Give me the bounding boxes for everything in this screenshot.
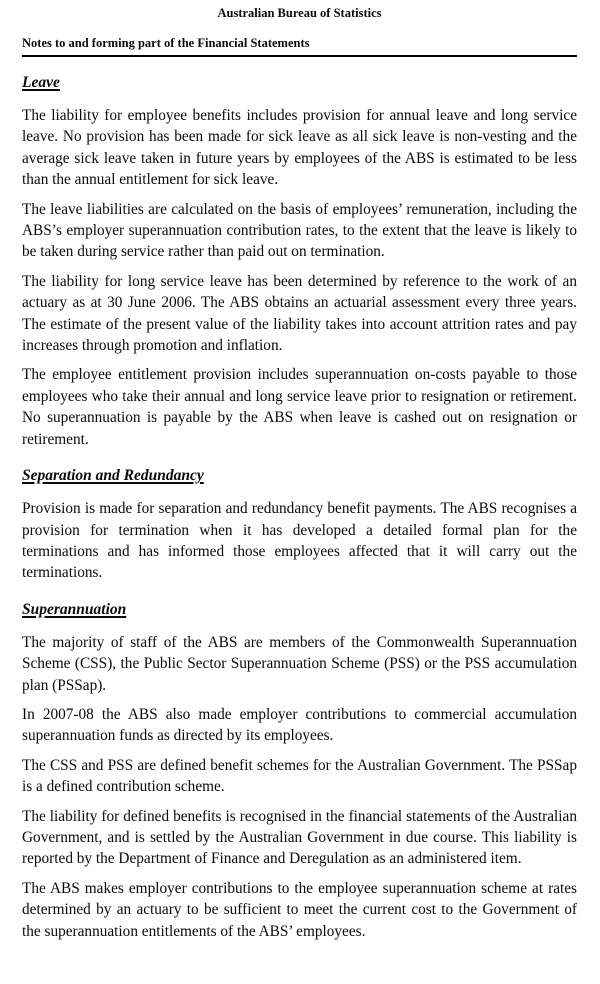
paragraph-leave-4: The employee entitlement provision includes superannuation on-costs payable to those employees who take their annual and long service leave prior to resignation or retirement. No superannuation is payable by the ABS when leave is cashed out on resignation or retirement. <box>22 366 577 448</box>
document-subtitle-text: Notes to and forming part of the Financial Statements <box>22 36 310 50</box>
section-separation-and-redundancy <box>22 466 577 584</box>
document-subtitle <box>22 36 577 57</box>
paragraph-leave-3: The liability for long service leave has been determined by reference to the work of an actuary as at 30 June 2006. The ABS obtains an actuarial assessment every three years. The estimate of the present value of the liability takes into account attrition rates and pay increases through promotion and inflation. <box>22 272 577 355</box>
paragraph-separation-1: Provision is made for separation and redundancy benefit payments. The ABS recognises a provision for termination when it has developed a detailed formal plan for the terminations and has informed those employees affected that it will carry out the terminations. <box>22 500 577 582</box>
paragraph-superannuation-2: In 2007-08 the ABS also made employer contributions to commercial accumulation superannuation funds as directed by its employees. <box>22 705 577 745</box>
document-title: Australian Bureau of Statistics <box>217 6 382 20</box>
section-leave <box>22 73 577 450</box>
section-heading-leave: Leave <box>22 74 60 91</box>
paragraph-superannuation-5: The ABS makes employer contributions to the employee superannuation scheme at rates determined by an actuary to be sufficient to meet the current cost to the Government of the superannuation entitlements of the ABS’ employees. <box>22 879 577 940</box>
section-heading-separation-and-redundancy: Separation and Redundancy <box>22 467 204 485</box>
paragraph-leave-1: The liability for employee benefits includes provision for annual leave and long service leave. No provision has been made for sick leave as all sick leave is non-vesting and the average sick leave taken in future years by employees of the ABS is estimated to be less than the annual entitlement for sick leave. <box>22 107 577 189</box>
paragraph-leave-2: The leave liabilities are calculated on the basis of employees’ remuneration, including the ABS’s employer superannuation contribution rates, to the extent that the leave is likely to be taken during service rather than paid out on termination. <box>22 200 577 261</box>
paragraph-superannuation-4: The liability for defined benefits is recognised in the financial statements of the Australian Government, and is settled by the Australian Government in due course. This liability is reported by the Department of Finance and Deregulation as an administered item. <box>22 807 577 868</box>
section-heading-superannuation: Superannuation <box>22 600 127 618</box>
paragraph-superannuation-1: The majority of staff of the ABS are members of the Commonwealth Superannuation Scheme (CSS), the Public Sector Superannuation Scheme (PSS) or the PSS accumulation plan (PSSap). <box>22 633 577 694</box>
paragraph-superannuation-3: The CSS and PSS are defined benefit schemes for the Australian Government. The PSSap is a defined contribution scheme. <box>22 756 577 796</box>
section-superannuation <box>22 600 577 942</box>
